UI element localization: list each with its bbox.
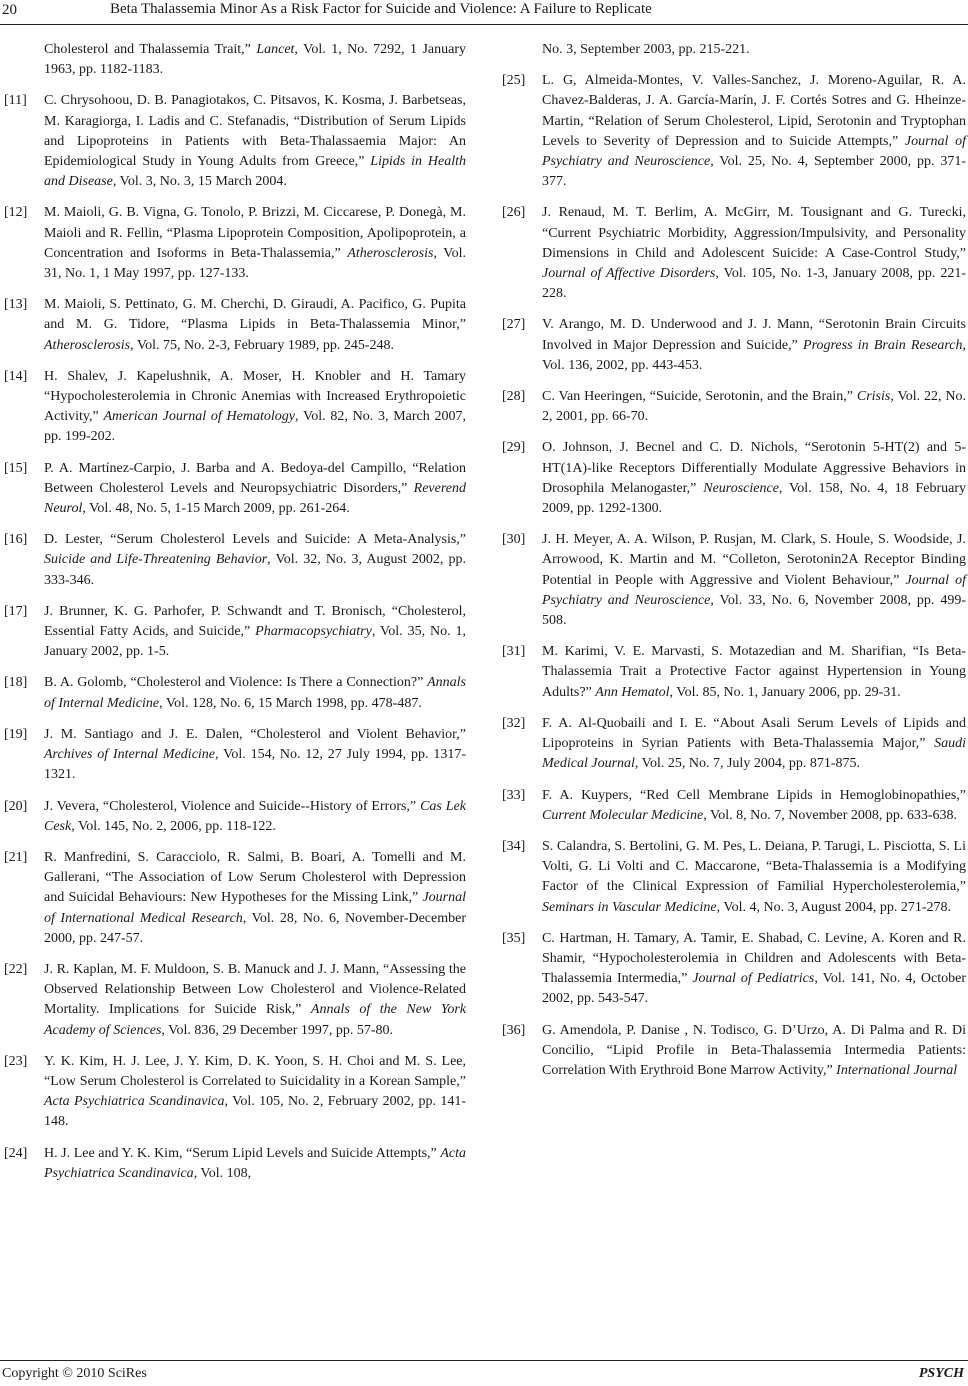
reference-journal: Lancet	[256, 42, 295, 57]
reference-text: J. R. Kaplan, M. F. Muldoon, S. B. Manuck and J. J. Mann, “Assessing the Observed Relationship Between Low Cholesterol and Violence-Related Mortality. Implications for Suicide Risk,”	[44, 961, 466, 1018]
reference-details: , Vol. 105, No. 1-3, January 2008, pp. 221-228.	[542, 266, 966, 302]
reference-item	[4, 848, 466, 949]
reference-number: [16]	[4, 532, 28, 548]
reference-item	[502, 71, 966, 192]
reference-text: J. H. Meyer, A. A. Wilson, P. Rusjan, M. Clark, S. Houle, S. Woodside, J. Arrowood, K. Martin and M. “Colleton, Serotonin2A Receptor Binding Potential in People with Aggressive and Violent Behaviour,”	[542, 532, 966, 588]
reference-text: M. Karimi, V. E. Marvasti, S. Motazedian and M. Sharifian, “Is Beta-Thalassemia Trait a Protective Factor against Hypertension in Young Adults?”	[542, 644, 966, 700]
reference-journal: Current Molecular Medicine	[542, 807, 704, 823]
reference-journal: Suicide and Life-Threatening Behavior	[44, 552, 268, 568]
reference-text: H. J. Lee and Y. K. Kim, “Serum Lipid Levels and Suicide Attempts,”	[44, 1145, 441, 1161]
reference-journal: Acta Psychiatrica Scandinavica	[44, 1094, 225, 1110]
reference-number: [19]	[4, 726, 28, 742]
reference-journal: Journal of International Medical Research	[44, 890, 466, 926]
reference-item	[4, 40, 466, 80]
reference-number: [36]	[502, 1022, 526, 1038]
reference-details: , Vol. 75, No. 2-3, February 1989, pp. 245-248.	[130, 337, 394, 353]
reference-journal: Crisis	[856, 389, 891, 405]
reference-details: , Vol. 145, No. 2, 2006, pp. 118-122.	[71, 818, 276, 834]
reference-item	[4, 725, 466, 786]
reference-details: , Vol. 136, 2002, pp. 443-453.	[542, 337, 966, 373]
reference-text: F. A. Kuypers, “Red Cell Membrane Lipids in Hemoglobinopathies,”	[542, 787, 966, 803]
reference-details: , Vol. 48, No. 5, 1-15 March 2009, pp. 261-264.	[82, 501, 350, 517]
reference-number: [31]	[502, 644, 526, 660]
reference-item	[4, 602, 466, 663]
reference-journal: Annals of the New York Academy of Sciences	[44, 1002, 466, 1038]
reference-text: Cholesterol and Thalassemia Trait,”	[44, 42, 257, 57]
reference-journal: Atherosclerosis	[347, 245, 434, 261]
reference-journal: Reverend Neurol	[44, 480, 466, 517]
reference-number: [33]	[502, 787, 526, 803]
reference-journal: Journal of Psychiatry and Neuroscience	[542, 133, 966, 170]
reference-journal: American Journal of Hematology	[103, 409, 295, 425]
reference-journal: Saudi Medical Journal	[542, 736, 966, 772]
reference-details: , Vol. 31, No. 1, 1 May 1997, pp. 127-133.	[44, 245, 466, 282]
reference-text: C. Chrysohoou, D. B. Panagiotakos, C. Pitsavos, K. Kosma, J. Barbetseas, M. Karagiorga, I. Ladis and C. Stefanadis, “Distribution of Serum Lipids and Lipoproteins in Patients with Beta-Thalassaemia Major: An Epidemiological Study in Young Adults from Greece,”	[44, 93, 466, 170]
reference-item	[4, 91, 466, 192]
reference-item	[4, 295, 466, 356]
reference-item	[4, 530, 466, 591]
right-column	[502, 40, 966, 1092]
reference-details: , Vol. 22, No. 2, 2001, pp. 66-70.	[542, 389, 966, 425]
reference-number: [13]	[4, 297, 28, 313]
reference-details: , Vol. 32, No. 3, August 2002, pp. 333-346.	[44, 552, 466, 588]
reference-item	[502, 642, 966, 703]
reference-item	[4, 960, 466, 1041]
running-title: Beta Thalassemia Minor As a Risk Factor for Suicide and Violence: A Failure to Replicate	[110, 1, 652, 17]
page-header	[0, 0, 968, 25]
reference-details: , Vol. 33, No. 6, November 2008, pp. 499-508.	[542, 592, 966, 629]
reference-details: , Vol. 158, No. 4, 18 February 2009, pp. 1292-1300.	[542, 480, 967, 517]
reference-journal: Progress in Brain Research	[803, 337, 963, 353]
footer-rule	[0, 1360, 968, 1361]
reference-item	[502, 203, 966, 304]
reference-text: J. Brunner, K. G. Parhofer, P. Schwandt and T. Bronisch, “Cholesterol, Essential Fatty Acids, and Suicide,”	[44, 603, 466, 640]
reference-number: [15]	[4, 460, 28, 476]
reference-details: , Vol. 35, No. 1, January 2002, pp. 1-5.	[44, 624, 466, 660]
reference-journal: Pharmacopsychiatry	[255, 624, 372, 640]
reference-text: S. Calandra, S. Bertolini, G. M. Pes, L. Deiana, P. Tarugi, L. Pisciotta, S. Li Volti, G. Li Volti and C. Maccarone, “Beta-Thalassemia is a Modifying Factor of the Clinical Expression of Familial Hypercholesterolemia,”	[542, 838, 966, 895]
reference-text: H. Shalev, J. Kapelushnik, A. Moser, H. Knobler and H. Tamary “Hypocholesterolemia in Chronic Anemias with Increased Erythropoietic Activity,”	[44, 368, 466, 425]
reference-text: R. Manfredini, S. Caracciolo, R. Salmi, B. Boari, A. Tomelli and M. Gallerani, “The Association of Low Serum Cholesterol with Depression and Suicidal Behaviours: New Hypotheses for the Missing Link,”	[44, 849, 466, 906]
reference-details: , Vol. 3, No. 3, 15 March 2004.	[112, 174, 287, 190]
reference-number: [23]	[4, 1053, 28, 1069]
reference-journal: Seminars in Vascular Medicine	[542, 899, 717, 915]
reference-text: M. Maioli, S. Pettinato, G. M. Cherchi, D. Giraudi, A. Pacifico, G. Pupita and M. G. Tidore, “Plasma Lipids in Beta-Thalassemia Minor,”	[44, 297, 466, 333]
reference-details: , Vol. 1, No. 7292, 1 January 1963, pp. 1182-1183.	[44, 42, 466, 78]
reference-number: [25]	[502, 73, 526, 89]
reference-item	[502, 929, 966, 1010]
reference-item	[502, 530, 966, 631]
reference-item	[502, 40, 966, 60]
reference-text: O. Johnson, J. Becnel and C. D. Nichols, “Serotonin 5-HT(2) and 5-HT(1A)-like Receptors Differentially Modulate Aggressive Behaviors in Drosophila Melanogaster,”	[542, 440, 966, 496]
reference-text: C. Van Heeringen, “Suicide, Serotonin, and the Brain,”	[542, 389, 857, 405]
reference-item	[4, 1144, 466, 1184]
reference-number: [11]	[4, 93, 27, 109]
reference-number: [18]	[4, 675, 28, 691]
reference-text: M. Maioli, G. B. Vigna, G. Tonolo, P. Brizzi, M. Ciccarese, P. Donegà, M. Maioli and R. Fellin, “Plasma Lipoprotein Composition, Apolipoprotein, a Concentration and Isoforms in Beta-Thalassemia,”	[44, 205, 466, 261]
reference-item	[502, 387, 966, 427]
reference-details: , Vol. 154, No. 12, 27 July 1994, pp. 1317-1321.	[44, 747, 466, 783]
reference-number: [35]	[502, 930, 526, 946]
reference-details: , Vol. 25, No. 4, September 2000, pp. 371-377.	[542, 154, 966, 190]
reference-text: Y. K. Kim, H. J. Lee, J. Y. Kim, D. K. Yoon, S. H. Choi and M. S. Lee, “Low Serum Cholesterol is Correlated to Suicidality in a Korean Sample,”	[44, 1053, 466, 1089]
reference-text: C. Hartman, H. Tamary, A. Tamir, E. Shabad, C. Levine, A. Koren and R. Shamir, “Hypocholesterolemia in Children and Adolescents with Beta-Thalassemia Intermedia,”	[542, 930, 966, 987]
reference-number: [17]	[4, 603, 28, 619]
reference-item	[4, 1052, 466, 1133]
reference-number: [21]	[4, 849, 28, 865]
reference-text: B. A. Golomb, “Cholesterol and Violence: Is There a Connection?”	[44, 675, 428, 691]
reference-number: [22]	[4, 961, 28, 977]
page-number: 20	[2, 2, 17, 18]
reference-number: [32]	[502, 715, 526, 731]
reference-number: [28]	[502, 389, 526, 405]
reference-journal: Acta Psychiatrica Scandinavica	[44, 1145, 466, 1181]
reference-item	[4, 673, 466, 713]
copyright-notice: Copyright © 2010 SciRes	[2, 1366, 147, 1381]
reference-details: , Vol. 105, No. 2, February 2002, pp. 141-148.	[44, 1094, 466, 1130]
reference-item	[502, 714, 966, 775]
reference-item	[502, 837, 966, 918]
reference-item	[502, 438, 966, 519]
reference-journal: Archives of Internal Medicine	[44, 747, 216, 763]
reference-item	[502, 315, 966, 376]
reference-number: [29]	[502, 440, 526, 456]
reference-text: L. G, Almeida-Montes, V. Valles-Sanchez, J. Moreno-Aguilar, R. A. Chavez-Balderas, J. A. García-Marín, J. F. Cortés Sotres and G. Hheinze-Martin, “Relation of Serum Cholesterol, Lipid, Serotonin and Tryptophan Levels to Severity of Depression and to Suicide Attempts,”	[542, 73, 966, 149]
reference-number: [34]	[502, 838, 526, 854]
reference-text: G. Amendola, P. Danise , N. Todisco, G. D’Urzo, A. Di Palma and R. Di Concilio, “Lipid Profile in Beta-Thalassemia Intermedia Patients: Correlation With Erythroid Bone Marrow Activity,”	[542, 1022, 966, 1078]
reference-text: F. A. Al-Quobaili and I. E. “About Asali Serum Levels of Lipids and Lipoproteins in Syrian Patients with Beta-Thalassemia Major,”	[542, 715, 966, 752]
reference-text: D. Lester, “Serum Cholesterol Levels and Suicide: A Meta-Analysis,”	[44, 532, 466, 548]
reference-item	[502, 786, 966, 826]
reference-number: [24]	[4, 1145, 28, 1161]
reference-details: , Vol. 28, No. 6, November-December 2000, pp. 247-57.	[44, 910, 467, 946]
reference-item	[502, 1021, 966, 1082]
reference-journal: Neuroscience	[703, 480, 779, 496]
reference-details: , Vol. 141, No. 4, October 2002, pp. 543-547.	[542, 971, 966, 1007]
reference-number: [30]	[502, 532, 526, 548]
reference-number: [20]	[4, 798, 28, 814]
reference-text: P. A. Martínez-Carpio, J. Barba and A. Bedoya-del Campillo, “Relation Between Cholesterol Levels and Neuropsychiatric Disorders,”	[44, 460, 466, 496]
reference-text: J. Vevera, “Cholesterol, Violence and Suicide--History of Errors,”	[44, 798, 421, 814]
reference-item	[4, 203, 466, 284]
reference-details: , Vol. 25, No. 7, July 2004, pp. 871-875.	[634, 756, 860, 772]
reference-details: , Vol. 108,	[193, 1165, 252, 1181]
reference-details: , Vol. 128, No. 6, 15 March 1998, pp. 478-487.	[159, 695, 422, 711]
reference-details: , Vol. 85, No. 1, January 2006, pp. 29-31.	[669, 684, 901, 700]
reference-item	[4, 367, 466, 448]
left-column	[4, 40, 466, 1195]
reference-journal: Journal of Psychiatry and Neuroscience	[542, 572, 967, 608]
reference-journal: Ann Hematol	[595, 684, 670, 700]
journal-name: PSYCH	[918, 1366, 964, 1381]
reference-journal: Cas Lek Cesk	[44, 798, 467, 834]
reference-details: , Vol. 4, No. 3, August 2004, pp. 271-278.	[716, 899, 951, 915]
reference-number: [14]	[4, 368, 28, 384]
reference-journal: Journal of Pediatrics	[692, 971, 815, 987]
reference-details: , Vol. 836, 29 December 1997, pp. 57-80.	[161, 1022, 394, 1038]
reference-item	[4, 459, 466, 520]
reference-number: [26]	[502, 205, 526, 221]
reference-text: V. Arango, M. D. Underwood and J. J. Mann, “Serotonin Brain Circuits Involved in Major Depression and Suicide,”	[542, 317, 966, 353]
reference-journal: Annals of Internal Medicine	[44, 675, 466, 711]
reference-item	[4, 797, 466, 837]
reference-details: , Vol. 8, No. 7, November 2008, pp. 633-638.	[703, 807, 958, 823]
reference-journal: Atherosclerosis	[44, 337, 131, 353]
reference-journal: Journal of Affective Disorders	[542, 266, 716, 282]
reference-text: J. M. Santiago and J. E. Dalen, “Cholesterol and Violent Behavior,”	[44, 726, 466, 742]
reference-text: J. Renaud, M. T. Berlim, A. McGirr, M. Tousignant and G. Turecki, “Current Psychiatric Morbidity, Aggression/Impulsivity, and Personality Dimensions in Child and Adolescent Suicide: A Case-Control Study,”	[542, 205, 966, 261]
reference-text: No. 3, September 2003, pp. 215-221.	[542, 42, 750, 57]
reference-details: , Vol. 82, No. 3, March 2007, pp. 199-202.	[44, 409, 467, 445]
reference-number: [27]	[502, 317, 526, 333]
reference-journal: International Journal	[836, 1062, 958, 1078]
reference-number: [12]	[4, 205, 28, 221]
reference-journal: Lipids in Health and Disease	[44, 154, 466, 190]
